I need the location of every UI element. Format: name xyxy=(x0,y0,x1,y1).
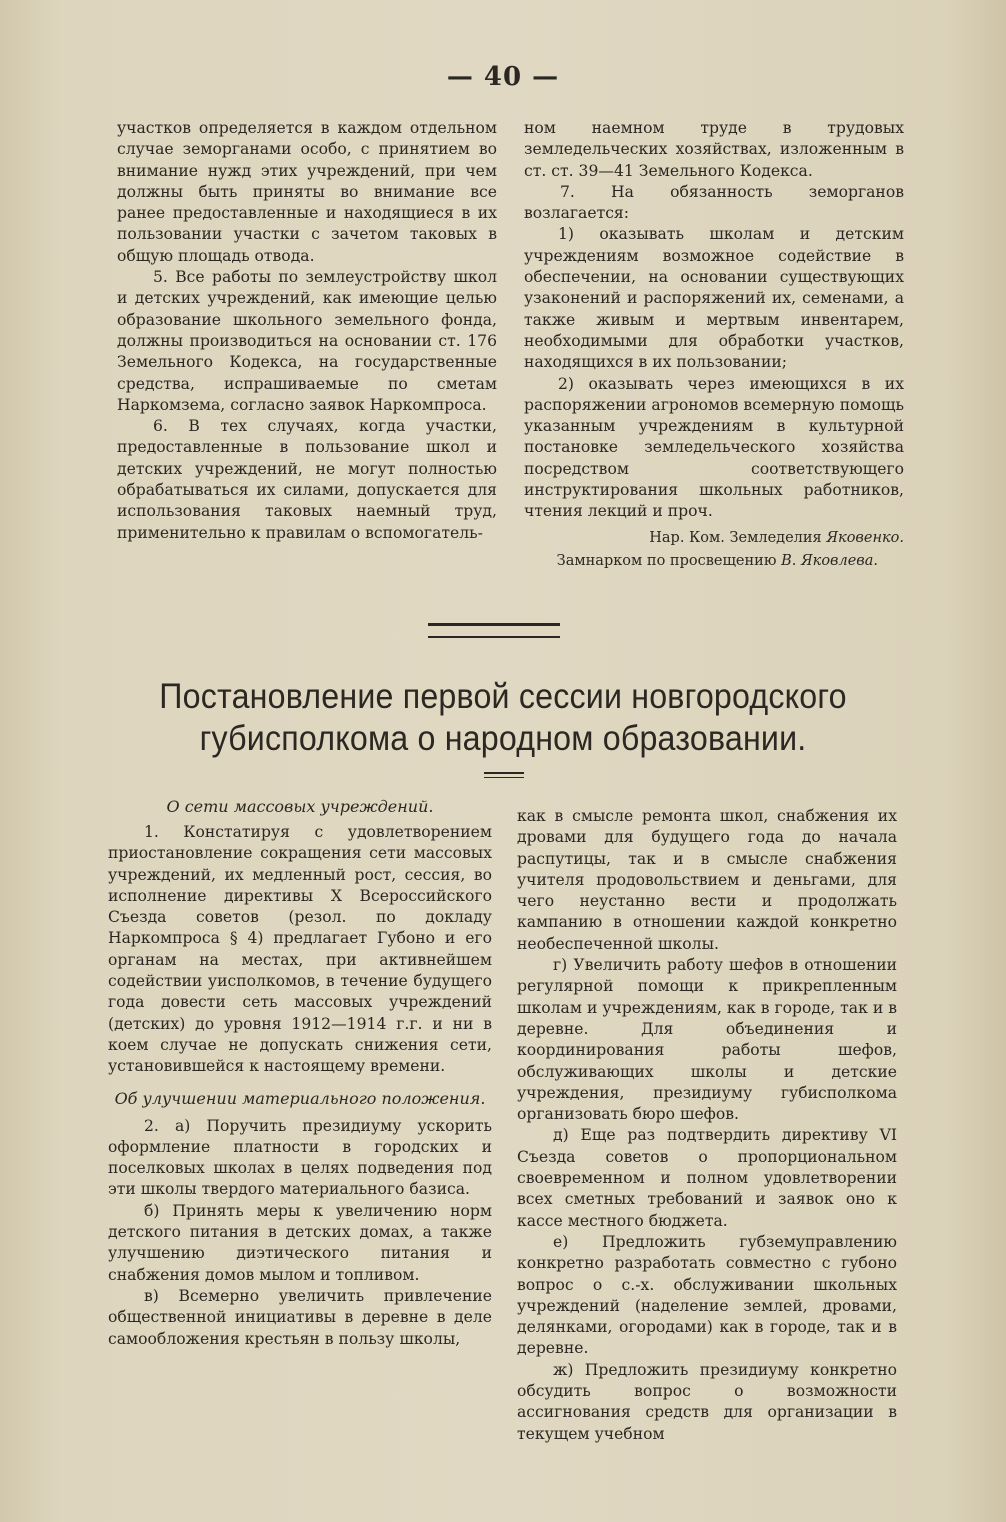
signature-role: Нар. Ком. Земледелия xyxy=(649,529,822,546)
paragraph: в) Всемерно увеличить привлечение общественной инициативы в деревне в деле самообложения крестьян в пользу школы, xyxy=(108,1286,492,1348)
signature-line xyxy=(524,550,904,573)
paragraph: участков определяется в каждом отдельном случае земорганами особо, с принятием во внимание нужд этих учреждений, при чем должны быть приняты во внимание все ранее предоставленные и находящиеся в их пользовании участки с зачетом таковых в общую площадь отвода. xyxy=(117,119,497,265)
signature-name: В. Яковлева. xyxy=(781,552,878,569)
separator-rule xyxy=(428,636,560,638)
paragraph: 2) оказывать через имеющихся в их распоряжении агрономов всемерную помощь указанным учреждениям в культурной постановке земледельческого хозяйства посредством соответствующего инструктирования школьных работников, чтения лекций и проч. xyxy=(524,374,904,521)
paragraph: 5. Все работы по землеустройству школ и детских учреждений, как имеющие целью образование школьного земельного фонда, должны производиться на основании ст. 176 Земельного Кодекса, на государственные средства, испрашиваемые по сметам Наркомзема, согласно заявок Наркомпроса. xyxy=(117,268,497,414)
paragraph: 6. В тех случаях, когда участки, предоставленные в пользование школ и детских учреждений, не могут полностью обрабатываться их силами, допускается для использования таковых наемный труд, применительно к правилам о вспомогатель- xyxy=(117,417,497,542)
paragraph: как в смысле ремонта школ, снабжения их дровами для будущего года до начала распутицы, так и в смысле снабжения учителя продовольствием и деньгами, для чего неустанно вести и продолжать кампанию в отношении каждой конкретно необеспеченной школы. xyxy=(517,807,897,953)
paragraph: 2. а) Поручить президиуму ускорить оформление платности в городских и поселковых школах в целях подведения под эти школы твердого материального базиса. xyxy=(108,1116,492,1199)
paragraph: е) Предложить губземуправлению конкретно разработать совместно с губоно вопрос о с.-х. обслуживании школьных учреждений (наделение землей, дровами, делянками, огородами) как в городе, так и в деревне. xyxy=(517,1232,897,1358)
paragraph: 1. Констатируя с удовлетворением приостановление сокращения сети массовых учреждений, их медленный рост, сессия, во исполнение директивы X Всероссийского Съезда советов (резол. по докладу Наркомпроса § 4) предлагает Губоно и его органам на местах, при активнейшем содействии уисполкомов, в течение будущего года довести сеть массовых учреждений (детских) до уровня 1912—1914 г.г. и ни в коем случае не допускать снижения сети, установившейся к настоящему времени. xyxy=(108,823,492,1076)
paragraph: д) Еще раз подтвердить директиву VI Съезда советов о пропорциональном своевременном и полном удовлетворении всех сметных требований и заявок оно к кассе местного бюджета. xyxy=(517,1126,897,1230)
paragraph: ном наемном труде в трудовых земледельческих хозяйствах, изложенным в ст. ст. 39—41 Земельного Кодекса. xyxy=(524,119,904,180)
title-underline xyxy=(484,777,524,778)
top-left-column xyxy=(117,118,497,544)
signature-name: Яковенко. xyxy=(826,529,904,546)
signature-role: Замнарком по просвещению xyxy=(556,552,777,569)
title-underline xyxy=(484,772,524,774)
paragraph: 7. На обязанность земорганов возлагается: xyxy=(524,182,904,223)
subsection-heading: Об улучшении материального положения. xyxy=(114,1088,486,1108)
paragraph: г) Увеличить работу шефов в отношении регулярной помощи к прикрепленным школам и учреждениям, как в городе, так и в деревне. Для объединения и координирования работы шефов, обслуживающих школы и детские учреждения, президиуму губисполкома организовать бюро шефов. xyxy=(517,956,897,1124)
bottom-right-column xyxy=(517,806,897,1445)
paragraph: ж) Предложить президиуму конкретно обсудить вопрос о возможности ассигнования средств для организации в текущем учебном xyxy=(517,1360,897,1443)
top-right-column xyxy=(524,118,904,573)
subsection-heading: О сети массовых учреждений. xyxy=(166,797,434,816)
signature-block xyxy=(524,527,904,573)
bottom-left-column xyxy=(108,796,492,1350)
section-title: Постановление первой сессии новгородского губисполкома о народном образовании. xyxy=(159,677,847,758)
page-number: — 40 — xyxy=(446,62,560,92)
paragraph: б) Принять меры к увеличению норм детского питания в детских домах, а также улучшению диэтического питания и снабжения домов мылом и топливом. xyxy=(108,1201,492,1284)
separator-rule xyxy=(428,623,560,626)
signature-line xyxy=(524,527,904,550)
paragraph: 1) оказывать школам и детским учреждениям возможное содействие в обеспечении, на основании существующих узаконений и распоряжений их, семенами, а также живым и мертвым инвентарем, необходимыми для обработки участков, находящихся в их пользовании; xyxy=(524,225,904,372)
